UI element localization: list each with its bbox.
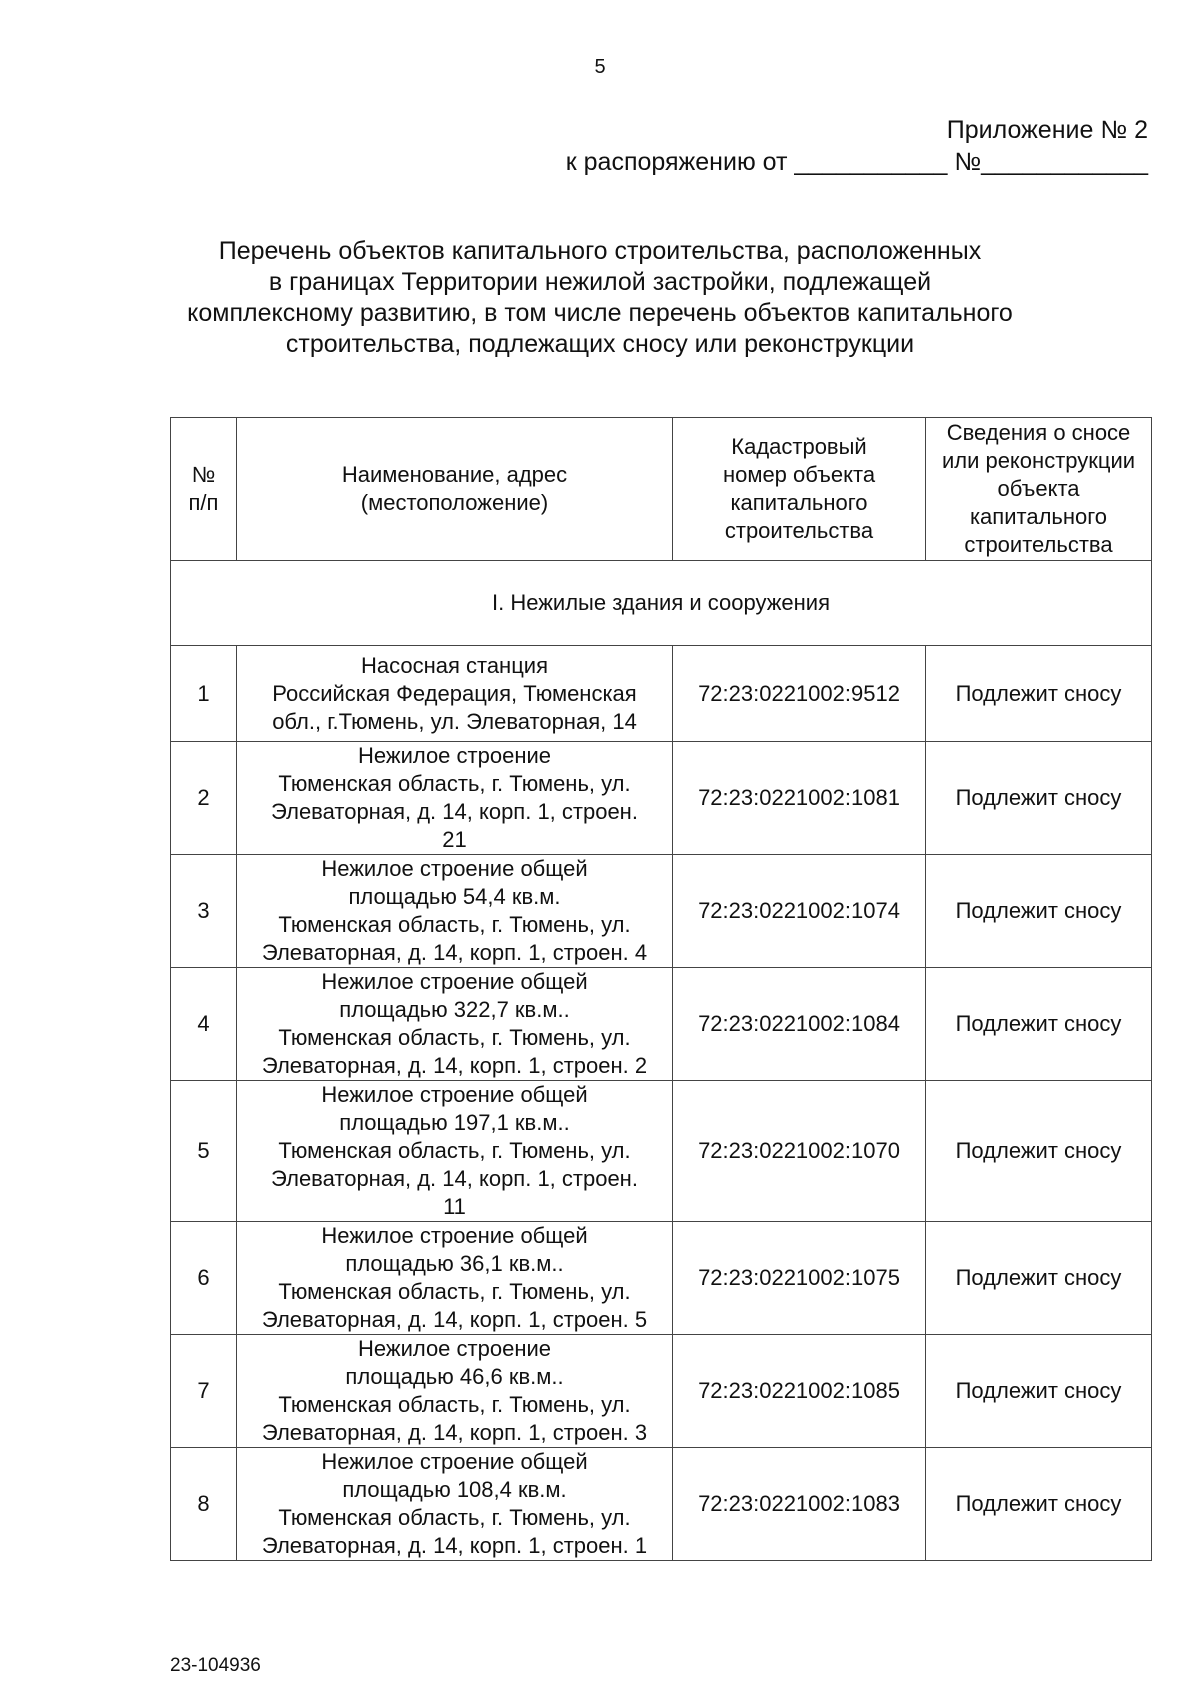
name-line: Насосная станция <box>360 652 549 678</box>
name-line: Нежилое строение общей <box>321 1223 588 1248</box>
object-name-address <box>237 646 673 742</box>
name-line: площадью 108,4 кв.м. <box>342 1477 567 1502</box>
name-line: Нежилое строение <box>357 743 551 768</box>
document-title <box>160 236 1040 360</box>
order-reference-prefix: к распоряжению от <box>565 148 788 176</box>
cadastral-number: 72:23:0221002:1075 <box>673 1222 926 1335</box>
table-row <box>171 968 1152 1081</box>
cadastral-number: 72:23:0221002:1074 <box>673 855 926 968</box>
title-line: строительства, подлежащих сносу или реконструкции <box>285 330 915 358</box>
name-line: Нежилое строение общей <box>321 1449 588 1474</box>
header-line: Наименование, адрес <box>341 462 568 487</box>
name-line: площадью 54,4 кв.м. <box>348 884 561 909</box>
header-line: (местоположение) <box>360 490 549 515</box>
header-num <box>171 418 237 561</box>
name-line: площадью 46,6 кв.м.. <box>345 1364 564 1389</box>
order-reference-line <box>566 146 1148 178</box>
demolition-info: Подлежит сносу <box>926 646 1152 742</box>
object-name-address <box>237 968 673 1081</box>
cadastral-number: 72:23:0221002:1083 <box>673 1448 926 1561</box>
header-line: Сведения о сносе <box>946 420 1131 445</box>
name-line: Элеваторная, д. 14, корп. 1, строен. <box>271 799 638 824</box>
header-line: капитального <box>969 504 1108 529</box>
section-row <box>171 561 1152 646</box>
name-line: 21 <box>442 827 467 852</box>
number-label: № <box>954 148 982 176</box>
row-number: 4 <box>171 968 237 1081</box>
cadastral-number: 72:23:0221002:1085 <box>673 1335 926 1448</box>
header-line: или реконструкции <box>941 448 1136 473</box>
table-row <box>171 1081 1152 1222</box>
cadastral-number: 72:23:0221002:1070 <box>673 1081 926 1222</box>
row-number: 2 <box>171 742 237 855</box>
header-line: строительства <box>724 518 874 543</box>
date-blank: ___________ <box>794 148 948 176</box>
header-line: строительства <box>964 532 1113 557</box>
demolition-info: Подлежит сносу <box>926 1081 1152 1222</box>
page-number: 5 <box>594 56 606 78</box>
header-info <box>926 418 1152 561</box>
title-line: Перечень объектов капитального строительства, расположенных <box>218 237 982 265</box>
title-line: комплексному развитию, в том числе перечень объектов капитального <box>187 299 1013 327</box>
demolition-info: Подлежит сносу <box>926 1222 1152 1335</box>
header-line: капитального <box>730 490 868 515</box>
name-line: Тюменская область, г. Тюмень, ул. <box>278 1025 631 1050</box>
header-cadastral <box>673 418 926 561</box>
appendix-title: Приложение № 2 <box>946 116 1148 144</box>
row-number: 3 <box>171 855 237 968</box>
demolition-info: Подлежит сносу <box>926 855 1152 968</box>
name-line: Тюменская область, г. Тюмень, ул. <box>278 912 631 937</box>
name-line: Тюменская область, г. Тюмень, ул. <box>278 1138 631 1163</box>
row-number: 7 <box>171 1335 237 1448</box>
header-line: п/п <box>188 490 219 515</box>
object-name-address <box>237 1335 673 1448</box>
name-line: площадью 36,1 кв.м.. <box>345 1251 564 1276</box>
name-line: Нежилое строение общей <box>321 856 588 881</box>
table-row <box>171 1222 1152 1335</box>
name-line: Нежилое строение общей <box>321 1082 588 1107</box>
object-name-address <box>237 742 673 855</box>
name-line: Элеваторная, д. 14, корп. 1, строен. 3 <box>261 1420 648 1445</box>
name-line: 11 <box>443 1194 466 1219</box>
header-line: номер объекта <box>722 462 876 487</box>
name-line: Нежилое строение общей <box>321 969 588 994</box>
demolition-info: Подлежит сносу <box>926 742 1152 855</box>
object-name-address <box>237 1081 673 1222</box>
name-line: Тюменская область, г. Тюмень, ул. <box>278 1279 631 1304</box>
header-line: № <box>191 462 216 487</box>
row-number: 1 <box>171 646 237 742</box>
object-name-address <box>237 855 673 968</box>
number-blank: ____________ <box>981 148 1148 176</box>
name-line: Тюменская область, г. Тюмень, ул. <box>278 1392 631 1417</box>
title-line: в границах Территории нежилой застройки, подлежащей <box>268 268 932 296</box>
section-title: I. Нежилые здания и сооружения <box>171 561 1152 646</box>
table-row <box>171 1335 1152 1448</box>
table-row <box>171 742 1152 855</box>
table-header-row <box>171 418 1152 561</box>
cadastral-number: 72:23:0221002:1084 <box>673 968 926 1081</box>
name-line: Элеваторная, д. 14, корп. 1, строен. <box>271 1166 638 1191</box>
row-number: 6 <box>171 1222 237 1335</box>
demolition-info: Подлежит сносу <box>926 1448 1152 1561</box>
table-row <box>171 646 1152 742</box>
name-line: площадью 322,7 кв.м.. <box>339 997 570 1022</box>
name-line: Элеваторная, д. 14, корп. 1, строен. 2 <box>261 1053 648 1078</box>
appendix-block <box>566 114 1148 178</box>
name-line: Нежилое строение <box>357 1336 551 1361</box>
object-name-address <box>237 1222 673 1335</box>
header-line: Кадастровый <box>731 434 867 459</box>
name-line: обл., г.Тюмень, ул. Элеваторная, 14 <box>272 708 637 734</box>
row-number: 8 <box>171 1448 237 1561</box>
name-line: площадью 197,1 кв.м.. <box>339 1110 570 1135</box>
cadastral-number: 72:23:0221002:9512 <box>673 646 926 742</box>
row-number: 5 <box>171 1081 237 1222</box>
name-line: Элеваторная, д. 14, корп. 1, строен. 1 <box>261 1533 648 1558</box>
cadastral-number: 72:23:0221002:1081 <box>673 742 926 855</box>
demolition-info: Подлежит сносу <box>926 968 1152 1081</box>
name-line: Элеваторная, д. 14, корп. 1, строен. 4 <box>261 940 648 965</box>
name-line: Элеваторная, д. 14, корп. 1, строен. 5 <box>261 1307 648 1332</box>
name-line: Тюменская область, г. Тюмень, ул. <box>278 1505 631 1530</box>
demolition-info: Подлежит сносу <box>926 1335 1152 1448</box>
header-line: объекта <box>997 476 1080 501</box>
name-line: Российская Федерация, Тюменская <box>272 680 637 706</box>
header-name <box>237 418 673 561</box>
objects-table <box>170 417 1152 1561</box>
name-line: Тюменская область, г. Тюмень, ул. <box>278 771 631 796</box>
object-name-address <box>237 1448 673 1561</box>
document-code: 23-104936 <box>170 1655 261 1676</box>
table-row <box>171 855 1152 968</box>
table-row <box>171 1448 1152 1561</box>
